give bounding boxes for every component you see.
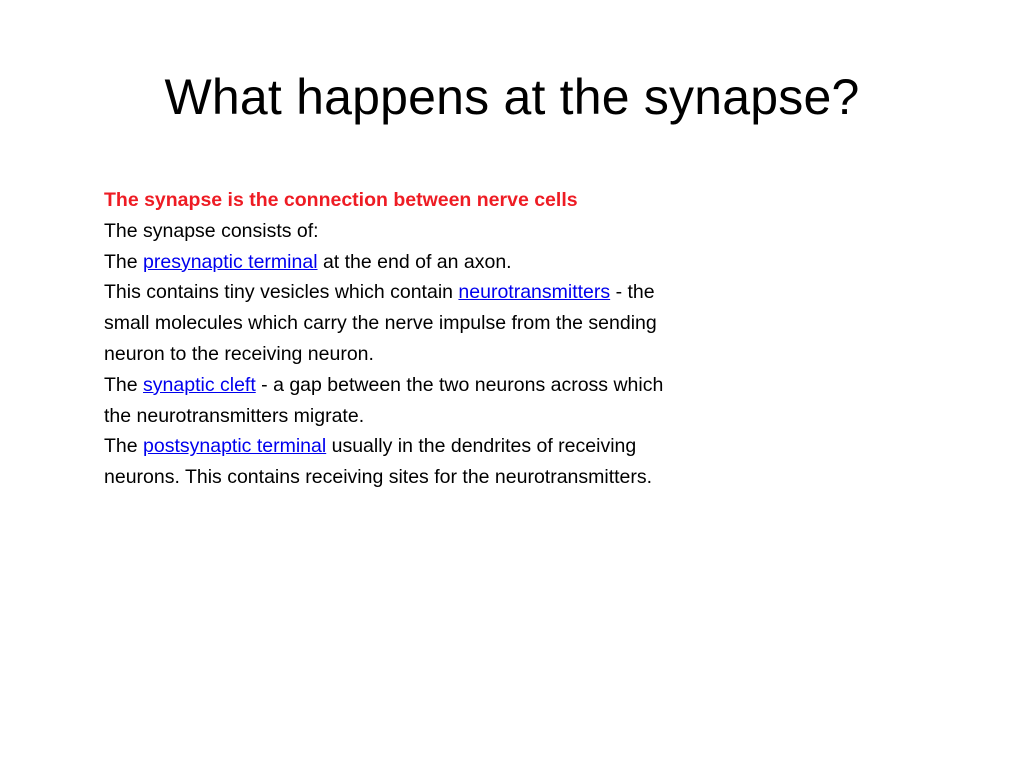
body-line: the neurotransmitters migrate. [104, 404, 365, 427]
line-text: The [104, 373, 144, 396]
line-text: usually in the dendrites of receiving [326, 435, 637, 458]
line-text: This contains tiny vesicles which contain [104, 281, 459, 304]
body-line [104, 431, 804, 462]
postsynaptic-terminal-link[interactable]: postsynaptic terminal [143, 435, 327, 458]
line-text: The [104, 250, 144, 273]
body-line [104, 247, 804, 278]
neurotransmitters-link[interactable]: neurotransmitters [458, 281, 611, 304]
body-line: neurons. This contains receiving sites for the neurotransmitters. [104, 466, 653, 489]
highlight-line: The synapse is the connection between nerve cells [104, 189, 578, 211]
synaptic-cleft-link[interactable]: synaptic cleft [143, 373, 256, 396]
line-text: at the end of an axon. [317, 250, 512, 273]
body-line: The synapse consists of: [104, 219, 319, 242]
slide-body [104, 185, 804, 493]
slide-title: What happens at the synapse? [164, 69, 860, 125]
body-line: small molecules which carry the nerve impulse from the sending [104, 312, 657, 335]
body-line: neuron to the receiving neuron. [104, 342, 374, 365]
presynaptic-terminal-link[interactable]: presynaptic terminal [143, 250, 318, 273]
body-line [104, 277, 804, 308]
line-text: - the [610, 281, 655, 304]
line-text: The [104, 435, 144, 458]
body-line [104, 370, 804, 401]
line-text: - a gap between the two neurons across which [255, 373, 664, 396]
